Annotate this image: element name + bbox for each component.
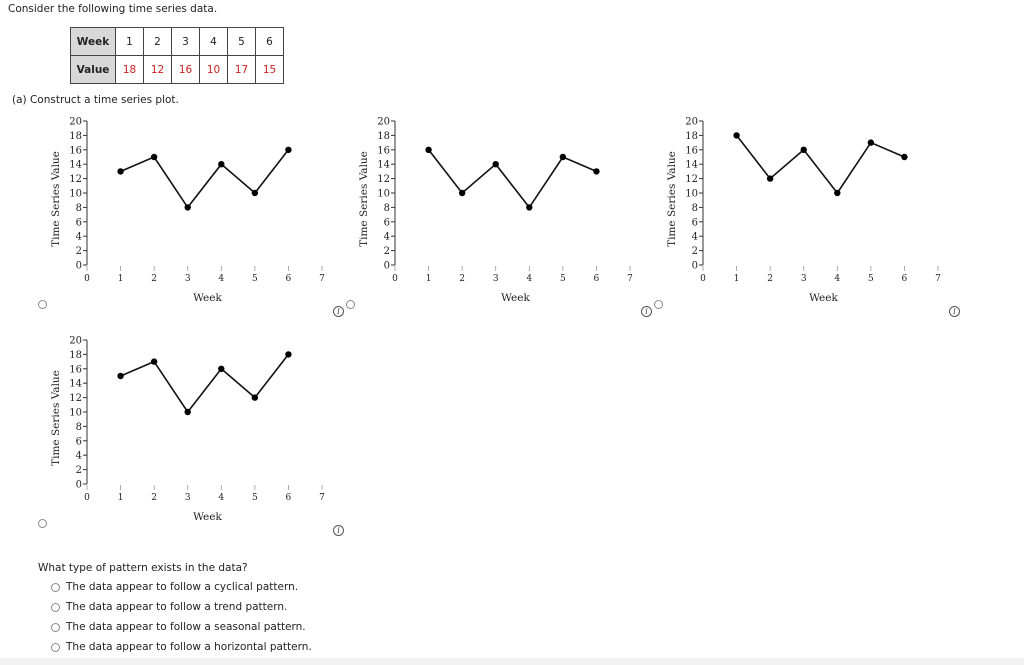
- x-axis-label: Week: [809, 292, 838, 304]
- data-table: [70, 27, 284, 84]
- x-tick-label: 1: [733, 274, 740, 284]
- data-point: [901, 154, 907, 160]
- pattern-option-horizontal[interactable]: [51, 640, 312, 654]
- chart-svg: [48, 112, 348, 317]
- info-icon[interactable]: i: [949, 306, 960, 317]
- data-point: [560, 154, 566, 160]
- y-tick-label: 20: [685, 116, 698, 128]
- y-tick-label: 16: [377, 145, 390, 157]
- x-tick-label: 7: [935, 274, 941, 284]
- y-tick-label: 12: [377, 174, 390, 186]
- x-tick-label: 6: [593, 274, 600, 284]
- week-cell: 2: [144, 28, 172, 56]
- chart-option-radio-1[interactable]: [38, 300, 47, 309]
- series-line: [429, 150, 597, 208]
- x-tick-label: 7: [319, 493, 325, 503]
- x-tick-label: 3: [184, 274, 191, 284]
- x-tick-label: 0: [392, 274, 398, 284]
- time-series-plot-1: [48, 112, 348, 317]
- y-tick-label: 18: [685, 130, 698, 142]
- series-line: [737, 135, 905, 193]
- x-tick-label: 1: [425, 274, 432, 284]
- x-tick-label: 3: [800, 274, 807, 284]
- pattern-option-cyclical[interactable]: [51, 580, 298, 594]
- table-row-week: [71, 28, 284, 56]
- week-cell: 1: [116, 28, 144, 56]
- data-point: [834, 190, 840, 196]
- bottom-bar: [0, 658, 1024, 665]
- x-tick-label: 6: [285, 493, 292, 503]
- x-tick-label: 2: [151, 274, 158, 284]
- x-tick-label: 4: [218, 274, 225, 284]
- chart-option-radio-3[interactable]: [654, 300, 663, 309]
- radio-button[interactable]: [51, 623, 60, 632]
- y-tick-label: 14: [69, 159, 82, 171]
- option-label: The data appear to follow a horizontal pattern.: [66, 641, 312, 653]
- x-axis-label: Week: [193, 292, 222, 304]
- x-tick-label: 5: [251, 274, 258, 284]
- y-tick-label: 4: [75, 450, 82, 462]
- x-tick-label: 6: [901, 274, 908, 284]
- x-tick-label: 5: [559, 274, 566, 284]
- y-tick-label: 8: [75, 202, 82, 214]
- x-tick-label: 3: [492, 274, 499, 284]
- chart-svg: [356, 112, 656, 317]
- data-point: [218, 161, 224, 167]
- value-cell: 12: [144, 56, 172, 84]
- data-point: [185, 409, 191, 415]
- y-tick-label: 10: [69, 407, 82, 419]
- week-cell: 4: [200, 28, 228, 56]
- x-axis-label: Week: [193, 511, 222, 523]
- option-label: The data appear to follow a seasonal pattern.: [66, 621, 306, 633]
- week-cell: 6: [256, 28, 284, 56]
- pattern-option-seasonal[interactable]: [51, 620, 306, 634]
- y-tick-label: 18: [69, 130, 82, 142]
- y-tick-label: 4: [75, 231, 82, 243]
- x-tick-label: 2: [767, 274, 774, 284]
- data-point: [185, 204, 191, 210]
- y-tick-label: 0: [75, 479, 82, 491]
- y-tick-label: 8: [691, 202, 698, 214]
- data-point: [252, 394, 258, 400]
- x-axis-label: Week: [501, 292, 530, 304]
- value-cell: 10: [200, 56, 228, 84]
- chart-svg: [48, 331, 348, 536]
- y-tick-label: 0: [691, 260, 698, 272]
- x-tick-label: 5: [867, 274, 874, 284]
- x-tick-label: 4: [218, 493, 225, 503]
- y-tick-label: 4: [691, 231, 698, 243]
- y-tick-label: 6: [75, 217, 82, 229]
- radio-button[interactable]: [51, 643, 60, 652]
- question-text: What type of pattern exists in the data?: [38, 562, 248, 574]
- y-axis-label: Time Series Value: [358, 151, 370, 247]
- data-point: [252, 190, 258, 196]
- data-point: [285, 147, 291, 153]
- value-cell: 17: [228, 56, 256, 84]
- chart-option-radio-4[interactable]: [38, 519, 47, 528]
- x-tick-label: 2: [459, 274, 466, 284]
- table-row-value: [71, 56, 284, 84]
- y-tick-label: 14: [685, 159, 698, 171]
- y-tick-label: 12: [685, 174, 698, 186]
- intro-text: Consider the following time series data.: [8, 3, 218, 15]
- x-tick-label: 0: [700, 274, 706, 284]
- y-tick-label: 8: [383, 202, 390, 214]
- week-header: Week: [71, 28, 116, 56]
- x-tick-label: 4: [834, 274, 841, 284]
- y-tick-label: 0: [383, 260, 390, 272]
- x-tick-label: 2: [151, 493, 158, 503]
- data-point: [425, 147, 431, 153]
- x-tick-label: 7: [319, 274, 325, 284]
- data-point: [218, 366, 224, 372]
- y-tick-label: 16: [69, 364, 82, 376]
- data-point: [733, 132, 739, 138]
- y-tick-label: 16: [69, 145, 82, 157]
- week-cell: 5: [228, 28, 256, 56]
- y-tick-label: 16: [685, 145, 698, 157]
- y-tick-label: 6: [691, 217, 698, 229]
- data-point: [767, 175, 773, 181]
- x-tick-label: 1: [117, 274, 124, 284]
- series-line: [121, 354, 289, 412]
- data-point: [493, 161, 499, 167]
- y-tick-label: 8: [75, 421, 82, 433]
- radio-button[interactable]: [51, 603, 60, 612]
- x-tick-label: 5: [251, 493, 258, 503]
- value-header: Value: [71, 56, 116, 84]
- y-axis-label: Time Series Value: [666, 151, 678, 247]
- y-tick-label: 4: [383, 231, 390, 243]
- data-point: [151, 358, 157, 364]
- data-point: [526, 204, 532, 210]
- data-point: [117, 168, 123, 174]
- value-cell: 16: [172, 56, 200, 84]
- y-tick-label: 14: [377, 159, 390, 171]
- info-icon[interactable]: i: [333, 306, 344, 317]
- y-tick-label: 6: [383, 217, 390, 229]
- data-point: [593, 168, 599, 174]
- y-tick-label: 20: [69, 116, 82, 128]
- x-tick-label: 0: [84, 493, 90, 503]
- time-series-plot-4: [48, 331, 348, 536]
- y-tick-label: 12: [69, 393, 82, 405]
- data-point: [151, 154, 157, 160]
- x-tick-label: 6: [285, 274, 292, 284]
- x-tick-label: 0: [84, 274, 90, 284]
- radio-button[interactable]: [51, 583, 60, 592]
- y-tick-label: 18: [377, 130, 390, 142]
- y-tick-label: 10: [69, 188, 82, 200]
- time-series-plot-2: [356, 112, 656, 317]
- y-tick-label: 6: [75, 436, 82, 448]
- data-point: [459, 190, 465, 196]
- x-tick-label: 1: [117, 493, 124, 503]
- y-tick-label: 2: [75, 465, 82, 477]
- y-tick-label: 20: [377, 116, 390, 128]
- value-cell: 15: [256, 56, 284, 84]
- value-cell: 18: [116, 56, 144, 84]
- part-a-label: (a) Construct a time series plot.: [12, 94, 179, 106]
- data-point: [285, 351, 291, 357]
- y-axis-label: Time Series Value: [50, 370, 62, 466]
- time-series-plot-3: [664, 112, 964, 317]
- x-tick-label: 7: [627, 274, 633, 284]
- series-line: [121, 150, 289, 208]
- y-tick-label: 20: [69, 335, 82, 347]
- pattern-option-trend[interactable]: [51, 600, 287, 614]
- y-tick-label: 12: [69, 174, 82, 186]
- info-icon[interactable]: i: [333, 525, 344, 536]
- y-axis-label: Time Series Value: [50, 151, 62, 247]
- x-tick-label: 3: [184, 493, 191, 503]
- data-point: [868, 139, 874, 145]
- y-tick-label: 18: [69, 349, 82, 361]
- chart-option-radio-2[interactable]: [346, 300, 355, 309]
- y-tick-label: 2: [383, 246, 390, 258]
- y-tick-label: 0: [75, 260, 82, 272]
- y-tick-label: 10: [377, 188, 390, 200]
- y-tick-label: 2: [691, 246, 698, 258]
- y-tick-label: 10: [685, 188, 698, 200]
- info-icon[interactable]: i: [641, 306, 652, 317]
- data-point: [117, 373, 123, 379]
- option-label: The data appear to follow a trend pattern.: [66, 601, 288, 613]
- x-tick-label: 4: [526, 274, 533, 284]
- y-tick-label: 14: [69, 378, 82, 390]
- y-tick-label: 2: [75, 246, 82, 258]
- week-cell: 3: [172, 28, 200, 56]
- chart-svg: [664, 112, 964, 317]
- data-point: [801, 147, 807, 153]
- option-label: The data appear to follow a cyclical pattern.: [66, 581, 299, 593]
